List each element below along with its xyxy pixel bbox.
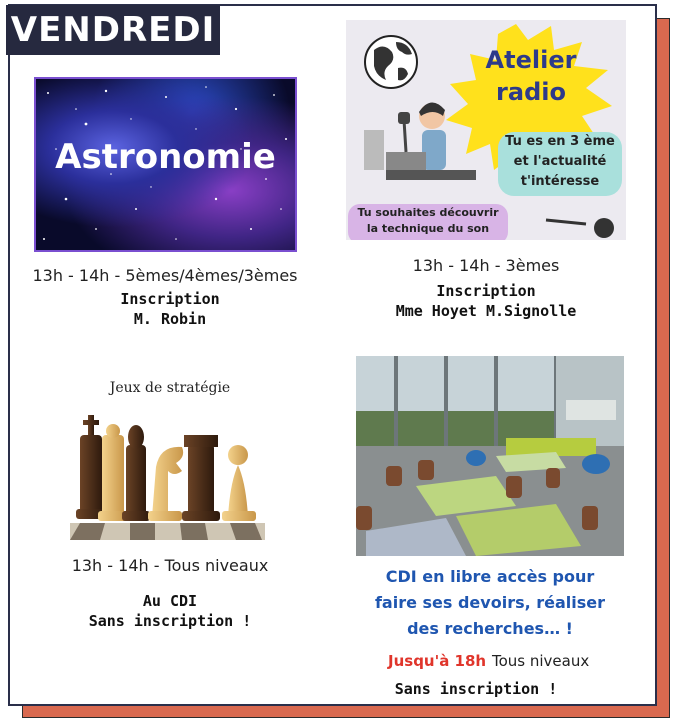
cdi-line2: faire ses devoirs, réaliser	[374, 593, 606, 612]
radio-tag-line2: la technique du son	[366, 222, 490, 235]
radio-contact: Mme Hoyet M.Signolle	[395, 302, 577, 320]
cdi-line1: CDI en libre accès pour	[385, 567, 595, 586]
astronomy-signup: Inscription	[120, 290, 220, 308]
strategy-schedule: 13h - 14h - Tous niveaux	[71, 556, 269, 575]
strategy-title: Jeux de stratégie	[109, 380, 231, 396]
chess-image	[70, 405, 265, 540]
astronomy-image	[34, 77, 297, 252]
strategy-signup: Sans inscription !	[88, 612, 252, 630]
chess-pieces-icon	[70, 405, 265, 540]
cdi-signup: Sans inscription !	[394, 680, 558, 698]
radio-workshop-image	[346, 20, 626, 240]
cdi-line3: des recherches… !	[407, 619, 573, 638]
library-room-icon	[356, 356, 624, 556]
radio-signup: Inscription	[436, 282, 536, 300]
radio-schedule: 13h - 14h - 3èmes	[412, 256, 560, 275]
radio-bubble-line3: t'intéresse	[520, 174, 600, 189]
astronomy-schedule: 13h - 14h - 5èmes/4èmes/3èmes	[32, 266, 298, 285]
cdi-photo	[356, 356, 624, 556]
strategy-place: Au CDI	[142, 592, 198, 610]
radio-bubble-line2: et l'actualité	[513, 154, 607, 169]
astronomy-image-title: Astronomie	[55, 137, 276, 177]
radio-burst-line1: Atelier	[485, 46, 577, 74]
astronomy-contact: M. Robin	[133, 310, 207, 328]
day-banner: VENDREDI	[6, 5, 220, 55]
radio-tag-line1: Tu souhaites découvrir	[357, 206, 499, 219]
cdi-until: Jusqu'à 18h	[388, 652, 487, 670]
cdi-level: Tous niveaux	[492, 652, 590, 670]
radio-burst-line2: radio	[496, 78, 566, 106]
radio-bubble-line1: Tu es en 3 ème	[505, 134, 615, 149]
